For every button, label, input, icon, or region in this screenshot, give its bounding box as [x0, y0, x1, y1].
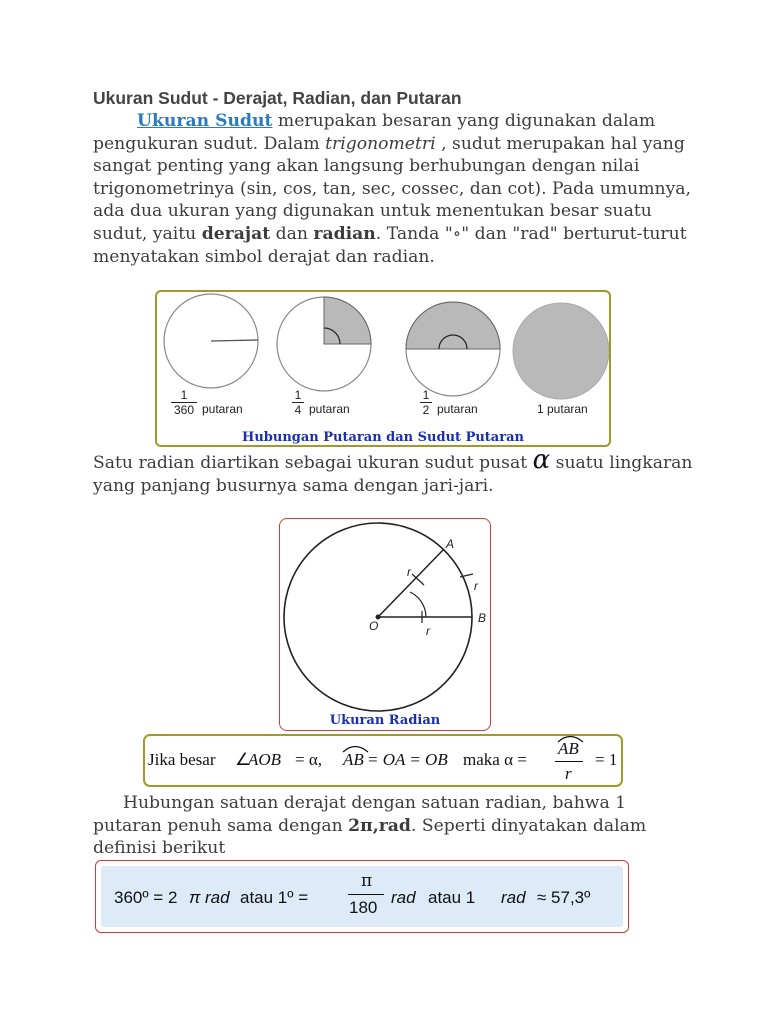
label-O: O	[369, 619, 379, 633]
putaran-label-full: 1 putaran	[537, 402, 588, 416]
formula-conversion: 360º = 2 π rad atau 1º = π 180 rad atau 1 rad ≈ 57,3º	[95, 860, 629, 933]
putaran-label-2: putaran	[309, 402, 350, 416]
label-B: B	[478, 611, 487, 625]
alpha-symbol: α	[532, 445, 551, 475]
formula-radian: Jika besar ∠ AOB = α, AB = OA = OB maka α = AB r = 1	[143, 734, 623, 787]
putaran-label-1: putaran	[202, 402, 243, 416]
fraction-1-360: $\frac{1}{360}$	[171, 388, 197, 417]
label-r-arc: r	[474, 579, 478, 593]
figure1-caption: Hubungan Putaran dan Sudut Putaran	[242, 430, 524, 445]
ukuran-sudut-link[interactable]: Ukuran Sudut	[137, 111, 273, 131]
figure-putaran	[155, 290, 611, 447]
putaran-label-3: putaran	[437, 402, 478, 416]
label-r-base: r	[426, 624, 430, 638]
relation-paragraph: Hubungan satuan derajat dengan satuan radian, bahwa 1 putaran penuh sama dengan 2π,rad. Seperti dinyatakan dalam definisi berikut	[93, 793, 647, 859]
figure-radian	[279, 518, 491, 731]
putaran-circles	[157, 292, 609, 445]
fraction-1-2: $\frac{1}{2}$	[420, 388, 432, 417]
radian-diagram	[280, 519, 490, 715]
page-title: Ukuran Sudut - Derajat, Radian, dan Putaran	[93, 88, 462, 108]
arc-ab-num	[556, 733, 586, 743]
fraction-1-4: $\frac{1}{4}$	[292, 388, 304, 417]
label-r-radius: r	[407, 565, 411, 579]
figure2-caption: Ukuran Radian	[329, 713, 441, 728]
circle-full	[513, 303, 609, 399]
label-A: A	[446, 537, 455, 551]
intro-paragraph: Ukuran Sudut merupakan besaran yang digunakan dalam pengukuran sudut. Dalam trigonometri , sudut merupakan hal yang sangat penting yang akan langsung berhubungan dengan nilai trigonometrinya (sin, cos, tan, sec, cossec, dan cot). Pada umumnya, ada dua ukuran yang digunakan untuk menentukan besar suatu sudut, yaitu derajat dan radian. Tanda "∘" dan "rad" berturut-turut menyatakan simbol derajat dan radian.	[93, 111, 692, 267]
radian-definition: Satu radian diartikan sebagai ukuran sudut pusat α suatu lingkaran yang panjang busurnya sama dengan jari-jari.	[93, 445, 693, 496]
